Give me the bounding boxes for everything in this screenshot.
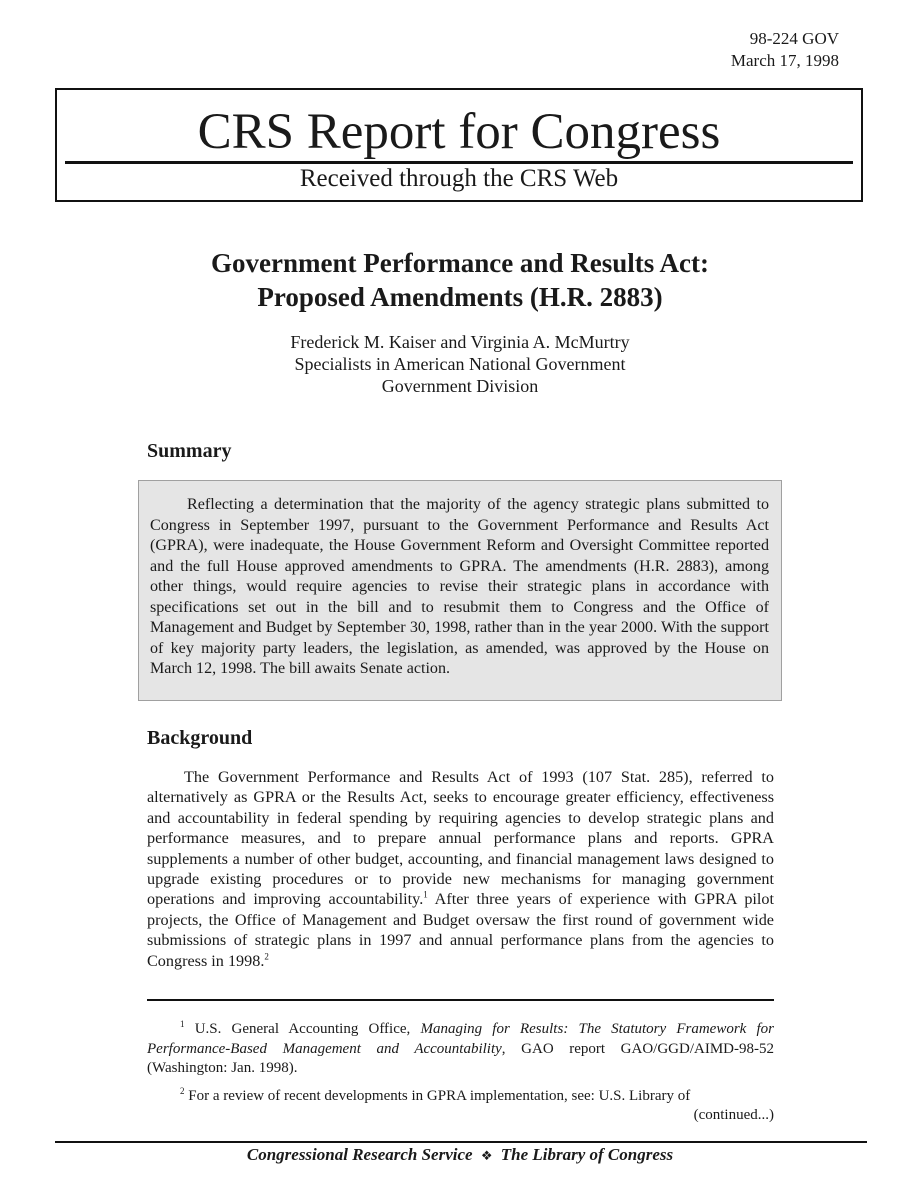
footnote-2 xyxy=(147,1087,774,1107)
author-division: Government Division xyxy=(381,376,539,396)
masthead-subtitle: Received through the CRS Web xyxy=(299,165,619,192)
masthead-title: CRS Report for Congress xyxy=(197,104,721,160)
document-title-line-1: Government Performance and Results Act: xyxy=(211,248,709,278)
footnote-1-cited-title: Managing for Results: The Statutory Framework for Performance-Based Management and Accountability xyxy=(147,1021,774,1057)
report-number: 98-224 GOV xyxy=(749,29,839,48)
background-paragraph xyxy=(147,767,774,971)
footnote-1-number: 1 xyxy=(180,1019,185,1029)
document-title xyxy=(0,246,920,314)
report-meta xyxy=(731,28,839,72)
footnote-ref-2[interactable]: 2 xyxy=(264,951,269,962)
page-footer xyxy=(0,1144,920,1168)
background-text-part-2: After three years of experience with GPRA pilot projects, the Office of Management and Budget oversaw the first round of government wide submissions of strategic plans in 1997 and annual performance plans from the agencies to Congress in 1998. xyxy=(147,890,774,970)
footer-library: The Library of Congress xyxy=(500,1145,674,1164)
background-text-part-1: The Government Performance and Results Act of 1993 (107 Stat. 285), referred to alternatively as GPRA or the Results Act, seeks to encourage greater efficiency, effectiveness and accountability in federal spending by requiring agencies to develop strategic plans and performance measures, and to prepare annual performance plans and reports. GPRA supplements a number of other budget, accounting, and financial management laws designed to upgrade existing procedures or to provide new mechanisms for managing government operations and improving accountability. xyxy=(147,768,774,909)
footer-publisher: Congressional Research Service xyxy=(246,1145,473,1164)
footnote-rule xyxy=(147,999,774,1001)
author-role: Specialists in American National Government xyxy=(294,354,626,374)
author-names: Frederick M. Kaiser and Virginia A. McMurtry xyxy=(290,332,630,352)
four-diamond-ornament-icon: ❖ xyxy=(480,1149,493,1164)
author-block xyxy=(0,331,920,397)
report-date: March 17, 1998 xyxy=(730,51,839,70)
masthead xyxy=(55,88,863,202)
footnote-2-number: 2 xyxy=(180,1086,185,1096)
footnote-1-pre: U.S. General Accounting Office, xyxy=(194,1021,421,1037)
masthead-rule xyxy=(65,161,853,164)
footnote-1-post: , GAO report GAO/GGD/AIMD-98-52 (Washington: Jan. 1998). xyxy=(147,1040,774,1076)
footnote-ref-1[interactable]: 1 xyxy=(423,890,428,901)
footnote-1 xyxy=(147,1020,774,1079)
footnote-2-text: For a review of recent developments in GPRA implementation, see: U.S. Library of xyxy=(188,1088,691,1104)
continued-note: (continued...) xyxy=(693,1107,774,1123)
footer-rule xyxy=(55,1141,867,1143)
background-heading: Background xyxy=(147,727,253,749)
summary-heading: Summary xyxy=(147,440,232,462)
summary-box xyxy=(138,480,782,701)
summary-text: Reflecting a determination that the majority of the agency strategic plans submitted to Congress in September 1997, pursuant to the Government Performance and Results Act (GPRA), were inadequate, the House Government Reform and Oversight Committee reported and the full House approved amendments to GPRA. The amendments (H.R. 2883), among other things, would require agencies to revise their strategic plans in accordance with specifications set out in the bill and to resubmit them to Congress and the Office of Management and Budget by September 30, 1998, rather than in the year 2000. With the support of key majority party leaders, the legislation, as amended, was approved by the House on March 12, 1998. The bill awaits Senate action. xyxy=(150,496,769,677)
document-title-line-2: Proposed Amendments (H.R. 2883) xyxy=(257,282,663,312)
